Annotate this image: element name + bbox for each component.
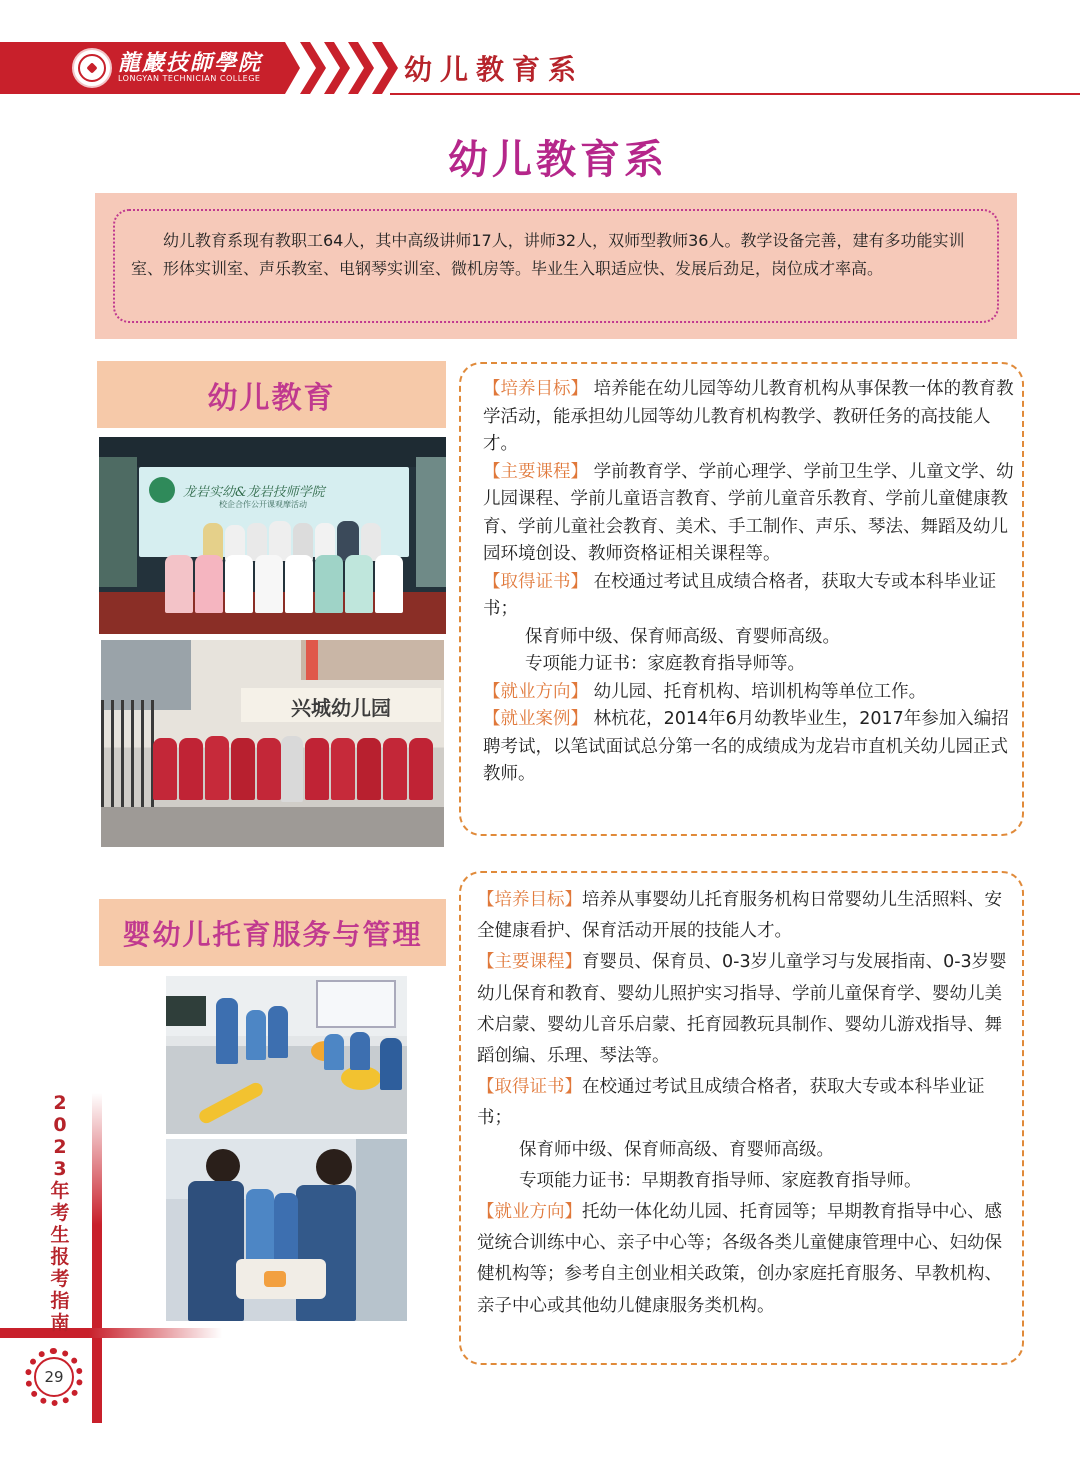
- career-direction: [483, 679, 1014, 707]
- screen-subtitle: 校企合作公开课观摩活动: [219, 500, 307, 509]
- courses-text: 学前教育学、学前心理学、学前卫生学、儿童文学、幼儿园课程、学前儿童语言教育、学前儿童音乐教育、学前儿童健康教育、学前儿童社会教育、美术、手工制作、声乐、琴法、舞蹈及幼儿园环境创设、教师资格证相关课程等。: [483, 461, 1014, 564]
- intro-text: 幼儿教育系现有教职工64人，其中高级讲师17人，讲师32人，双师型教师36人。教学设备完善，建有多功能实训室、形体实训室、声乐教室、电钢琴实训室、微机房等。毕业生入职适应快、发展后劲足，岗位成才率高。: [113, 209, 999, 323]
- cert-text: 在校通过考试且成绩合格者，获取大专或本科毕业证书；: [483, 571, 997, 619]
- decor-horizontal-line: [0, 1328, 222, 1338]
- banner-divider: [390, 93, 1080, 95]
- cert-line-3: 专项能力证书：早期教育指导师、家庭教育指导师。: [519, 1170, 922, 1191]
- cert-text: 在校通过考试且成绩合格者，获取大专或本科毕业证书；: [477, 1077, 985, 1129]
- courses-label: 【主要课程】: [477, 952, 582, 973]
- photo-practical-class: [166, 1139, 407, 1321]
- section-title-early-childhood: 幼儿教育: [97, 361, 446, 428]
- photo-training-room: [166, 976, 407, 1134]
- kindergarten-sign-text: 兴城幼儿园: [291, 696, 391, 720]
- cert-label: 【取得证书】: [483, 571, 588, 592]
- college-name-cn: 龍巖技師學院: [118, 50, 263, 76]
- case-label: 【就业案例】: [483, 709, 588, 729]
- courses-text: 育婴员、保育员、0-3岁儿童学习与发展指南、0-3岁婴幼儿保育和教育、婴幼儿照护实习指导、学前儿童保育学、婴幼儿美术启蒙、婴幼儿音乐启蒙、托育园教玩具制作、婴幼儿游戏指导、舞蹈创编、乐理、琴法等。: [477, 952, 1007, 1067]
- training-goal: [477, 885, 1014, 947]
- header-banner: [0, 42, 1080, 94]
- page-number: 29: [34, 1357, 74, 1397]
- cert-line-3: 专项能力证书：家庭教育指导师等。: [525, 654, 805, 674]
- college-seal-icon: [72, 48, 112, 88]
- chevron-icon: [324, 42, 350, 94]
- main-courses: [483, 459, 1014, 569]
- goal-text: 培养从事婴幼儿托育服务机构日常婴幼儿生活照料、安全健康看护、保育活动开展的技能人才。: [477, 890, 1002, 942]
- guide-side-title: 2023年考生报考指南: [50, 1092, 70, 1334]
- gear-icon: [25, 1348, 83, 1406]
- employment-case: [483, 706, 1014, 789]
- intro-panel: [95, 193, 1017, 339]
- banner-department-title: 幼儿教育系: [404, 53, 585, 86]
- photo-kindergarten-visit: [101, 640, 444, 847]
- career-text: 托幼一体化幼儿园、托育园等；早期教育指导中心、感觉统合训练中心、亲子中心等；各级各类儿童健康管理中心、妇幼保健机构等；参考自主创业相关政策，创办家庭托育服务、早教机构、亲子中心或其他幼儿健康服务类机构。: [477, 1202, 1002, 1316]
- career-label: 【就业方向】: [477, 1202, 582, 1223]
- chevron-icon: [372, 42, 398, 94]
- info-box-infant-care: [459, 871, 1024, 1365]
- career-direction: [477, 1197, 1014, 1322]
- case-text: 林杭花，2014年6月幼教毕业生，2017年参加入编招聘考试，以笔试面试总分第一名的成绩成为龙岩市直机关幼儿园正式教师。: [483, 709, 1009, 784]
- screen-title: 龙岩实幼&龙岩技师学院: [183, 485, 325, 500]
- page-title: 幼儿教育系: [448, 137, 668, 183]
- career-text: 幼儿园、托育机构、培训机构等单位工作。: [593, 681, 927, 702]
- career-label: 【就业方向】: [483, 681, 588, 702]
- photo-group-stage: [99, 437, 446, 634]
- cert-line-2: 保育师中级、保育师高级、育婴师高级。: [525, 626, 840, 647]
- goal-text: 培养能在幼儿园等幼儿教育机构从事保教一体的教育教学活动，能承担幼儿园等幼儿教育机构教学、教研任务的高技能人才。: [483, 379, 1014, 454]
- chevron-icon: [348, 42, 374, 94]
- certificates: [483, 569, 1014, 624]
- goal-label: 【培养目标】: [477, 890, 582, 910]
- training-goal: [483, 376, 1014, 459]
- college-name-en: LONGYAN TECHNICIAN COLLEGE: [118, 74, 261, 83]
- certificates: [477, 1072, 1014, 1134]
- section-title-infant-care: 婴幼儿托育服务与管理: [99, 899, 446, 966]
- info-box-early-childhood: [459, 362, 1024, 836]
- goal-label: 【培养目标】: [483, 379, 588, 399]
- cert-label: 【取得证书】: [477, 1077, 582, 1098]
- cert-line-2: 保育师中级、保育师高级、育婴师高级。: [519, 1139, 834, 1160]
- decor-vertical-line: [92, 1093, 102, 1423]
- courses-label: 【主要课程】: [483, 461, 588, 482]
- chevron-icon: [300, 42, 326, 94]
- main-courses: [477, 947, 1014, 1072]
